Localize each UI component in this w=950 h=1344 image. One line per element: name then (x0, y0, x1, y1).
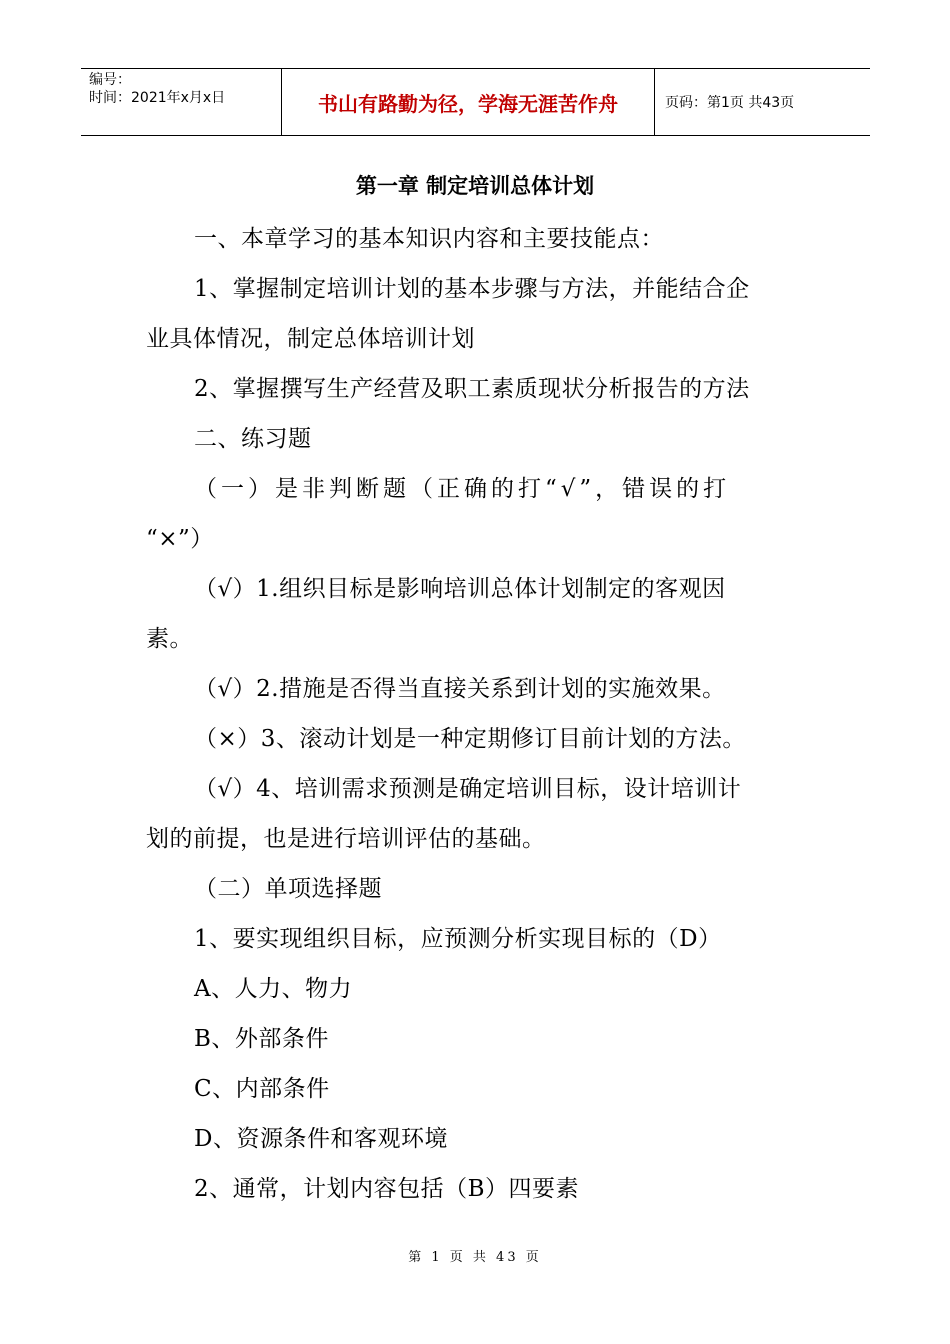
answer-option: C、内部条件 (194, 1076, 330, 1102)
text-line: 2、掌握撰写生产经营及职工素质现状分析报告的方法 (194, 376, 750, 402)
text-line: 划的前提，也是进行培训评估的基础。 (146, 826, 546, 852)
document-time-label: 时间：2021年x月x日 (89, 90, 226, 106)
document-number-label: 编号： (89, 72, 131, 88)
text-line: 素。 (146, 626, 193, 652)
subsection-heading: （一）是非判断题（正确的打“√”，错误的打 (194, 476, 731, 502)
section-heading: 二、练习题 (194, 426, 312, 452)
question-item: （×）3、滚动计划是一种定期修订目前计划的方法。 (194, 726, 746, 752)
question-item: 1、要实现组织目标，应预测分析实现目标的（D） (194, 926, 722, 952)
answer-option: B、外部条件 (194, 1026, 329, 1052)
question-item: （√）1.组织目标是影响培训总体计划制定的客观因 (194, 576, 726, 602)
question-item: （√）2.措施是否得当直接关系到计划的实施效果。 (194, 676, 726, 702)
section-heading: 一、本章学习的基本知识内容和主要技能点： (194, 226, 664, 252)
question-item: 2、通常，计划内容包括（B）四要素 (194, 1176, 580, 1202)
header-page-code: 页码：第1页 共43页 (665, 95, 795, 111)
chapter-title: 第一章 制定培训总体计划 (355, 174, 595, 198)
text-line: 1、掌握制定培训计划的基本步骤与方法，并能结合企 (194, 276, 750, 302)
subsection-heading: （二）单项选择题 (194, 876, 382, 902)
page-header (81, 68, 870, 136)
header-motto: 书山有路勤为径，学海无涯苦作舟 (282, 69, 655, 135)
page-footer: 第 1 页 共 43 页 (408, 1250, 542, 1265)
question-item: （√）4、培训需求预测是确定培训目标，设计培训计 (194, 776, 742, 802)
header-info-cell (81, 69, 282, 135)
text-line: “×”） (146, 526, 214, 552)
text-line: 业具体情况，制定总体培训计划 (146, 326, 475, 352)
answer-option: A、人力、物力 (194, 976, 353, 1002)
answer-option: D、资源条件和客观环境 (194, 1126, 448, 1152)
